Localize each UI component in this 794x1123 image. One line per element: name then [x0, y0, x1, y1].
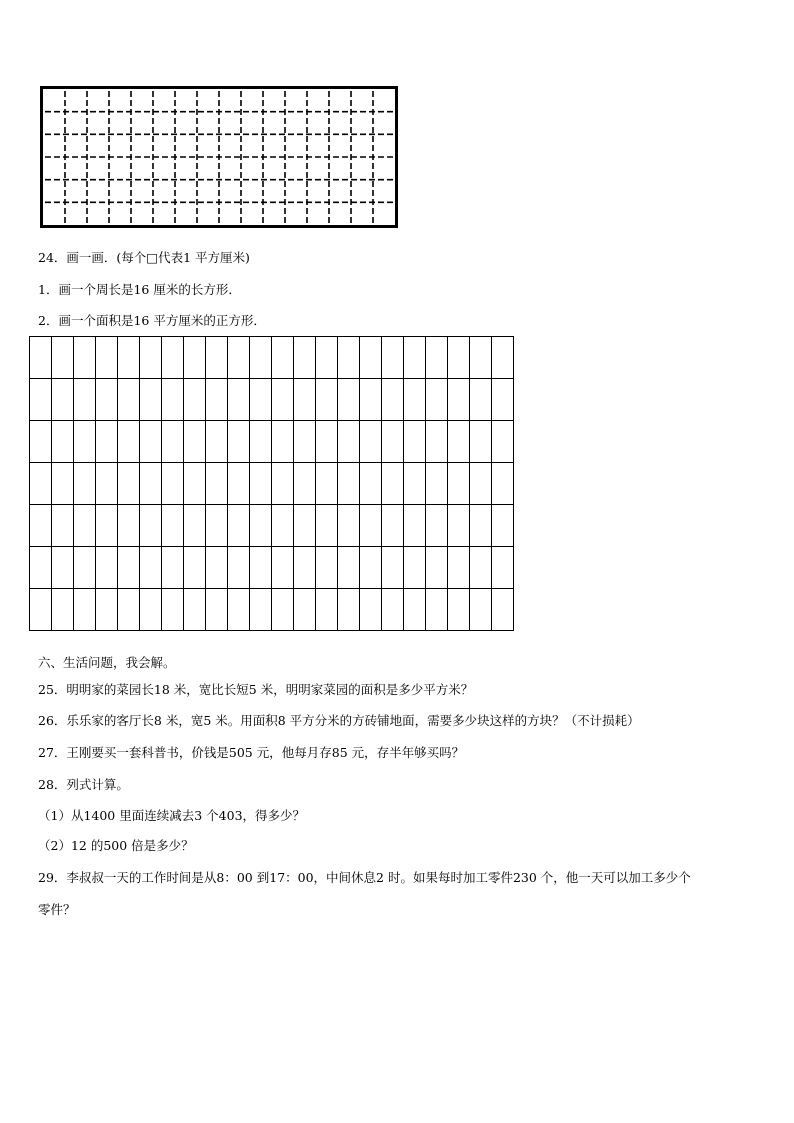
- grid-cell[interactable]: [272, 337, 294, 379]
- grid-cell[interactable]: [206, 589, 228, 631]
- grid-cell[interactable]: [470, 463, 492, 505]
- grid-cell[interactable]: [96, 463, 118, 505]
- grid-cell[interactable]: [140, 547, 162, 589]
- grid-cell[interactable]: [338, 379, 360, 421]
- grid-row: [30, 379, 514, 421]
- grid-cell[interactable]: [492, 463, 514, 505]
- grid-cell[interactable]: [272, 463, 294, 505]
- grid-cell[interactable]: [74, 337, 96, 379]
- grid-cell[interactable]: [470, 589, 492, 631]
- grid-cell[interactable]: [382, 463, 404, 505]
- grid-cell[interactable]: [118, 379, 140, 421]
- grid-cell[interactable]: [404, 379, 426, 421]
- grid-cell[interactable]: [382, 547, 404, 589]
- grid-cell[interactable]: [140, 379, 162, 421]
- q26-text: 26．乐乐家的客厅长8 米，宽5 米。用面积8 平方分米的方砖铺地面，需要多少块这样的方块？（不计损耗）: [38, 713, 640, 728]
- grid-cell[interactable]: [118, 589, 140, 631]
- grid-cell[interactable]: [96, 337, 118, 379]
- grid-cell[interactable]: [272, 379, 294, 421]
- grid-cell[interactable]: [448, 337, 470, 379]
- grid-cell[interactable]: [206, 505, 228, 547]
- grid-cell[interactable]: [30, 505, 52, 547]
- grid-cell[interactable]: [250, 337, 272, 379]
- grid-cell[interactable]: [404, 589, 426, 631]
- grid-cell[interactable]: [206, 379, 228, 421]
- grid-cell[interactable]: [426, 337, 448, 379]
- grid-cell[interactable]: [228, 379, 250, 421]
- grid-cell[interactable]: [382, 379, 404, 421]
- grid-cell[interactable]: [30, 379, 52, 421]
- grid-cell[interactable]: [338, 337, 360, 379]
- grid-cell[interactable]: [448, 421, 470, 463]
- grid-cell[interactable]: [162, 421, 184, 463]
- grid-cell[interactable]: [294, 505, 316, 547]
- q27-text: 27．王刚要买一套科普书，价钱是505 元，他每月存85 元，存半年够买吗？: [38, 745, 465, 760]
- grid-cell[interactable]: [338, 547, 360, 589]
- grid-cell[interactable]: [52, 547, 74, 589]
- grid-cell[interactable]: [470, 337, 492, 379]
- grid-cell[interactable]: [250, 379, 272, 421]
- grid-cell[interactable]: [426, 463, 448, 505]
- grid-cell[interactable]: [272, 505, 294, 547]
- grid-cell[interactable]: [96, 547, 118, 589]
- grid-cell[interactable]: [184, 505, 206, 547]
- grid-cell[interactable]: [118, 547, 140, 589]
- grid-cell[interactable]: [140, 337, 162, 379]
- drawing-grid-table[interactable]: [29, 336, 514, 631]
- drawing-grid[interactable]: [29, 336, 514, 631]
- grid-cell[interactable]: [316, 547, 338, 589]
- grid-cell[interactable]: [360, 421, 382, 463]
- grid-cell[interactable]: [140, 505, 162, 547]
- q28-heading: 28．列式计算。: [38, 777, 129, 792]
- grid-cell[interactable]: [294, 547, 316, 589]
- grid-cell[interactable]: [470, 379, 492, 421]
- section-6-heading: 六、生活问题，我会解。: [38, 655, 176, 670]
- grid-cell[interactable]: [228, 337, 250, 379]
- grid-cell[interactable]: [52, 421, 74, 463]
- grid-cell[interactable]: [96, 421, 118, 463]
- grid-cell[interactable]: [426, 547, 448, 589]
- q24-item-1: 1．画一个周长是16 厘米的长方形．: [38, 282, 241, 297]
- grid-cell[interactable]: [404, 337, 426, 379]
- grid-cell[interactable]: [118, 505, 140, 547]
- grid-cell[interactable]: [118, 463, 140, 505]
- grid-cell[interactable]: [74, 379, 96, 421]
- grid-cell[interactable]: [96, 589, 118, 631]
- grid-cell[interactable]: [30, 463, 52, 505]
- grid-cell[interactable]: [382, 337, 404, 379]
- grid-row: [30, 547, 514, 589]
- grid-cell[interactable]: [492, 421, 514, 463]
- q25-text: 25．明明家的菜园长18 米，宽比长短5 米，明明家菜园的面积是多少平方米？: [38, 682, 474, 697]
- dotted-grid-svg: [43, 89, 395, 225]
- grid-cell[interactable]: [272, 421, 294, 463]
- grid-cell[interactable]: [184, 463, 206, 505]
- grid-cell[interactable]: [360, 589, 382, 631]
- grid-cell[interactable]: [448, 589, 470, 631]
- grid-cell[interactable]: [74, 463, 96, 505]
- grid-row: [30, 505, 514, 547]
- q29-line-2: 零件？: [38, 902, 76, 917]
- grid-cell[interactable]: [250, 505, 272, 547]
- grid-cell[interactable]: [250, 589, 272, 631]
- grid-cell[interactable]: [184, 379, 206, 421]
- grid-cell[interactable]: [96, 505, 118, 547]
- grid-cell[interactable]: [184, 547, 206, 589]
- grid-cell[interactable]: [360, 505, 382, 547]
- grid-cell[interactable]: [162, 589, 184, 631]
- grid-cell[interactable]: [316, 505, 338, 547]
- q28-sub-2: （2）12 的500 倍是多少？: [38, 838, 194, 853]
- grid-row: [30, 463, 514, 505]
- grid-cell[interactable]: [52, 463, 74, 505]
- grid-cell[interactable]: [74, 589, 96, 631]
- q28-sub-1: （1）从1400 里面连续减去3 个403，得多少？: [38, 808, 306, 823]
- grid-cell[interactable]: [250, 421, 272, 463]
- grid-cell[interactable]: [30, 589, 52, 631]
- grid-cell[interactable]: [426, 421, 448, 463]
- grid-cell[interactable]: [360, 337, 382, 379]
- grid-cell[interactable]: [140, 421, 162, 463]
- grid-cell[interactable]: [360, 547, 382, 589]
- grid-cell[interactable]: [52, 337, 74, 379]
- grid-cell[interactable]: [492, 379, 514, 421]
- grid-cell[interactable]: [272, 547, 294, 589]
- grid-cell[interactable]: [426, 379, 448, 421]
- grid-cell[interactable]: [448, 463, 470, 505]
- grid-cell[interactable]: [162, 463, 184, 505]
- grid-cell[interactable]: [448, 547, 470, 589]
- grid-row: [30, 337, 514, 379]
- grid-cell[interactable]: [404, 421, 426, 463]
- grid-cell[interactable]: [206, 421, 228, 463]
- grid-cell[interactable]: [228, 463, 250, 505]
- grid-cell[interactable]: [30, 547, 52, 589]
- grid-cell[interactable]: [448, 379, 470, 421]
- grid-cell[interactable]: [470, 547, 492, 589]
- grid-cell[interactable]: [404, 505, 426, 547]
- grid-cell[interactable]: [140, 463, 162, 505]
- q24-heading: 24．画一画．(每个□代表1 平方厘米): [38, 250, 250, 265]
- grid-cell[interactable]: [30, 421, 52, 463]
- grid-cell[interactable]: [162, 505, 184, 547]
- grid-cell[interactable]: [162, 379, 184, 421]
- grid-cell[interactable]: [52, 379, 74, 421]
- grid-cell[interactable]: [338, 463, 360, 505]
- grid-cell[interactable]: [492, 337, 514, 379]
- grid-cell[interactable]: [30, 337, 52, 379]
- grid-cell[interactable]: [492, 547, 514, 589]
- dotted-grid-figure: [40, 86, 398, 228]
- grid-cell[interactable]: [184, 421, 206, 463]
- grid-cell[interactable]: [294, 589, 316, 631]
- grid-row: [30, 421, 514, 463]
- grid-cell[interactable]: [294, 337, 316, 379]
- grid-cell[interactable]: [404, 463, 426, 505]
- grid-cell[interactable]: [118, 337, 140, 379]
- grid-cell[interactable]: [316, 337, 338, 379]
- grid-cell[interactable]: [228, 505, 250, 547]
- grid-cell[interactable]: [206, 547, 228, 589]
- grid-cell[interactable]: [96, 379, 118, 421]
- grid-cell[interactable]: [228, 421, 250, 463]
- grid-cell[interactable]: [316, 379, 338, 421]
- grid-cell[interactable]: [382, 505, 404, 547]
- grid-cell[interactable]: [206, 463, 228, 505]
- grid-cell[interactable]: [228, 589, 250, 631]
- grid-cell[interactable]: [74, 547, 96, 589]
- grid-cell[interactable]: [272, 589, 294, 631]
- q24-item-2: 2．画一个面积是16 平方厘米的正方形．: [38, 313, 266, 328]
- grid-cell[interactable]: [338, 421, 360, 463]
- grid-cell[interactable]: [52, 589, 74, 631]
- grid-cell[interactable]: [250, 463, 272, 505]
- grid-cell[interactable]: [316, 421, 338, 463]
- grid-cell[interactable]: [206, 337, 228, 379]
- grid-cell[interactable]: [492, 505, 514, 547]
- grid-cell[interactable]: [294, 463, 316, 505]
- grid-cell[interactable]: [294, 421, 316, 463]
- grid-cell[interactable]: [448, 505, 470, 547]
- grid-cell[interactable]: [118, 421, 140, 463]
- grid-cell[interactable]: [162, 337, 184, 379]
- grid-cell[interactable]: [426, 505, 448, 547]
- grid-cell[interactable]: [140, 589, 162, 631]
- grid-cell[interactable]: [316, 589, 338, 631]
- grid-cell[interactable]: [470, 505, 492, 547]
- grid-cell[interactable]: [228, 547, 250, 589]
- grid-cell[interactable]: [74, 421, 96, 463]
- grid-cell[interactable]: [360, 379, 382, 421]
- q29-line-1: 29．李叔叔一天的工作时间是从8：00 到17：00，中间休息2 时。如果每时加工零件230 个，他一天可以加工多少个: [38, 870, 691, 885]
- grid-cell[interactable]: [162, 547, 184, 589]
- grid-cell[interactable]: [382, 589, 404, 631]
- grid-cell[interactable]: [52, 505, 74, 547]
- grid-cell[interactable]: [338, 505, 360, 547]
- grid-cell[interactable]: [492, 589, 514, 631]
- grid-cell[interactable]: [404, 547, 426, 589]
- grid-cell[interactable]: [338, 589, 360, 631]
- grid-row: [30, 589, 514, 631]
- grid-cell[interactable]: [426, 589, 448, 631]
- grid-cell[interactable]: [316, 463, 338, 505]
- grid-cell[interactable]: [184, 589, 206, 631]
- grid-cell[interactable]: [184, 337, 206, 379]
- grid-cell[interactable]: [360, 463, 382, 505]
- grid-cell[interactable]: [382, 421, 404, 463]
- grid-cell[interactable]: [294, 379, 316, 421]
- grid-cell[interactable]: [74, 505, 96, 547]
- grid-cell[interactable]: [470, 421, 492, 463]
- grid-cell[interactable]: [250, 547, 272, 589]
